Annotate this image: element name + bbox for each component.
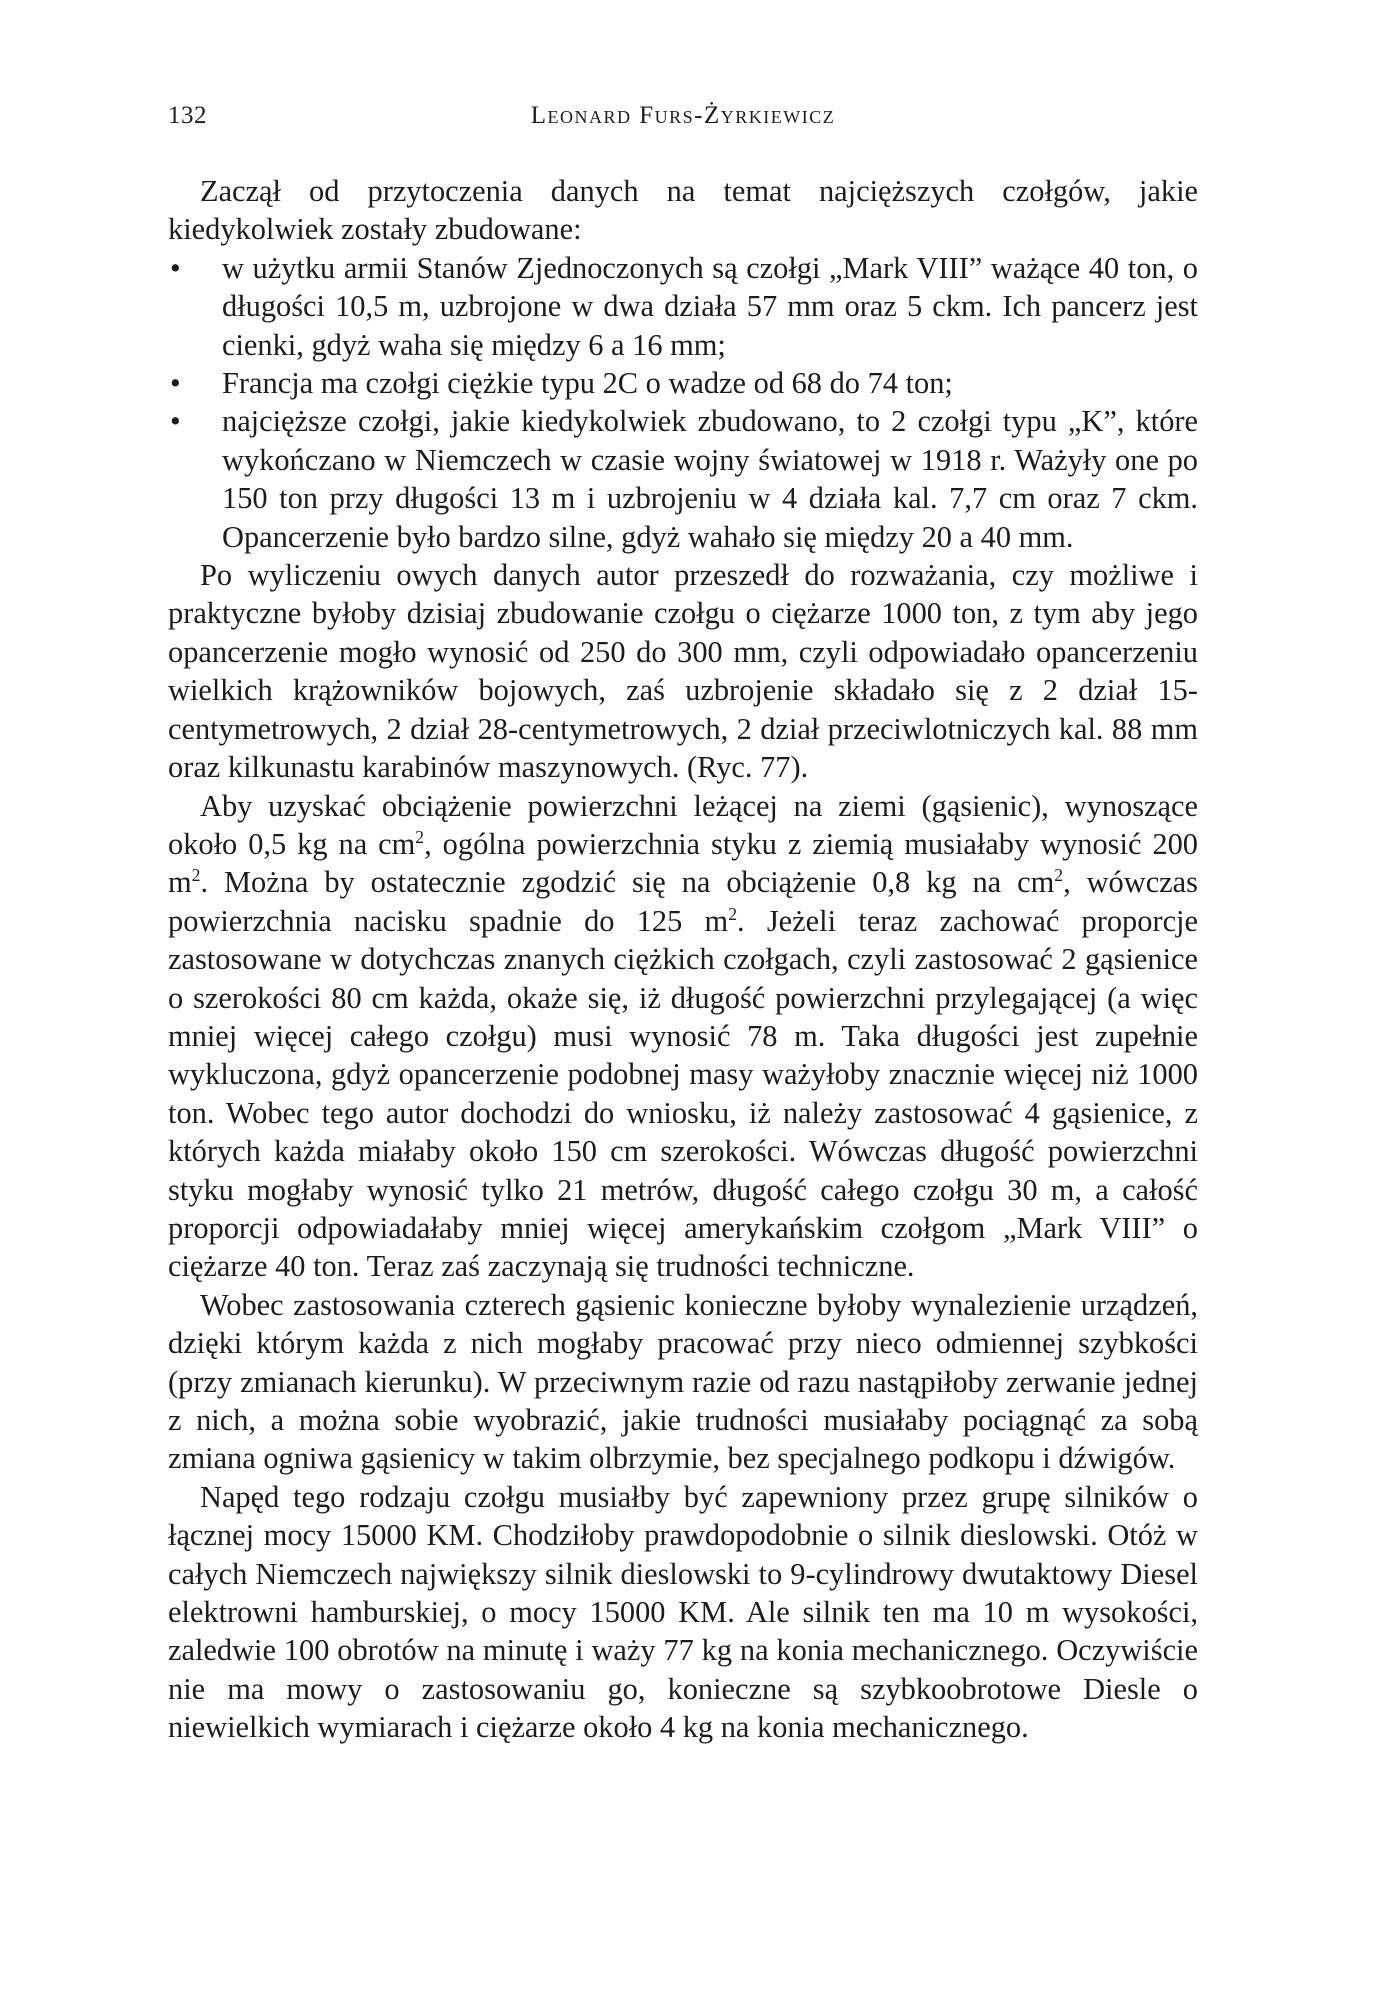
bullet-item — [168, 364, 1198, 402]
superscript: 2 — [728, 903, 737, 924]
paragraph-engine: Napęd tego rodzaju czołgu musiałby być zapewniony przez grupę silników o łącznej mocy 15000 KM. Chodziłoby prawdopodobnie o silnik dieslowski. Otóż w całych Niemczech największy silnik dieslowski to 9-cylindrowy dwutaktowy Diesel elektrowni hamburskiej, o mocy 15000 KM. Ale silnik ten ma 10 m wysokości, zaledwie 100 obrotów na minutę i waży 77 kg na konia mechanicznego. Oczywiście nie ma mowy o zastosowaniu go, konieczne są szybkoobrotowe Diesle o niewielkich wymiarach i ciężarze około 4 kg na konia mechanicznego. — [168, 1479, 1198, 1745]
bullet-text: Francja ma czołgi ciężkie typu 2C o wadze od 68 do 74 ton; — [222, 366, 953, 401]
paragraph-ground-pressure — [168, 787, 1198, 1286]
bullet-text: najcięższe czołgi, jakie kiedykolwiek zbudowano, to 2 czołgi typu „K”, które wykończano w Niemczech w czasie wojny światowej w 1918 r. Ważyły one po 150 ton przy długości 13 m i uzbrojeniu w 4 działa kal. 7,7 cm oraz 7 ckm. Opancerzenie było bardzo silne, gdyż wahało się między 20 a 40 mm. — [222, 404, 1198, 554]
running-head: Leonard Furs-Żyrkiewicz — [530, 102, 836, 129]
superscript: 2 — [191, 865, 201, 886]
page-number: 132 — [168, 102, 207, 129]
page-header — [168, 102, 1198, 138]
body-text — [168, 172, 1198, 1747]
superscript: 2 — [1054, 865, 1064, 886]
bullet-list — [168, 249, 1198, 556]
text-segment: , wówczas powierzchnia nacisku spadnie do 125 m — [168, 865, 1198, 938]
superscript: 2 — [415, 826, 425, 847]
text-segment: Aby uzyskać obciążenie powierzchni leżącej na ziemi (gąsienic), wynoszące około 0,5 kg na cm — [168, 788, 1198, 861]
intro-paragraph: Zaczął od przytoczenia danych na temat najcięższych czołgów, jakie kiedykolwiek zostały zbudowane: — [168, 174, 1198, 247]
bullet-item — [168, 402, 1198, 556]
text-segment: , ogólna powierzchnia styku z ziemią musiałaby wynosić 200 m — [168, 826, 1198, 900]
text-segment: . Jeżeli teraz zachować proporcje zastosowane w dotychczas znanych ciężkich czołgach, czyli zastosować 2 gąsienice o szerokości 80 cm każda, okaże się, iż długość powierzchni przylegającej (a więc mniej więcej całego czołgu) musi wynosić 78 m. Taka długości jest zupełnie wykluczona, gdyż opancerzenie podobnej masy ważyłoby znacznie więcej niż 1000 ton. Wobec tego autor dochodzi do wniosku, iż należy zastosować 4 gąsienice, z których każda miałaby około 150 cm szerokości. Wówczas długość powierzchni styku mogłaby wynosić tylko 21 metrów, długość całego czołgu 30 m, a całość proporcji odpowiadałaby mniej więcej amerykańskim czołgom „Mark VIII” o ciężarze 40 ton. Teraz zaś zaczynają się trudności techniczne. — [168, 903, 1198, 1284]
bullet-marker: • — [170, 404, 181, 439]
paragraph-tank-1000-tons: Po wyliczeniu owych danych autor przeszedł do rozważania, czy możliwe i praktyczne byłoby dzisiaj zbudowanie czołgu o ciężarze 1000 ton, z tym aby jego opancerzenie mogło wynosić od 250 do 300 mm, czyli odpowiadało opancerzeniu wielkich krążowników bojowych, zaś uzbrojenie składało się z 2 dział 15-centymetrowych, 2 dział 28-centymetrowych, 2 dział przeciwlotniczych kal. 88 mm oraz kilkunastu karabinów maszynowych. (Ryc. 77). — [168, 558, 1198, 785]
bullet-text: w użytku armii Stanów Zjednoczonych są czołgi „Mark VIII” ważące 40 ton, o długości 10,5 m, uzbrojone w dwa działa 57 mm oraz 5 ckm. Ich pancerz jest cienki, gdyż waha się między 6 a 16 mm; — [222, 250, 1198, 362]
bullet-marker: • — [170, 366, 181, 401]
text-segment: . Można by ostatecznie zgodzić się na obciążenie 0,8 kg na cm — [200, 865, 1055, 900]
bullet-marker: • — [170, 250, 181, 285]
bullet-item — [168, 249, 1198, 364]
paragraph-four-tracks: Wobec zastosowania czterech gąsienic konieczne byłoby wynalezienie urządzeń, dzięki którym każda z nich mogłaby pracować przy nieco odmiennej szybkości (przy zmianach kierunku). W przeciwnym razie od razu nastąpiłoby zerwanie jednej z nich, a można sobie wyobrazić, jakie trudności musiałaby pociągnąć za sobą zmiana ogniwa gąsienicy w takim olbrzymie, bez specjalnego podkopu i dźwigów. — [168, 1287, 1198, 1476]
